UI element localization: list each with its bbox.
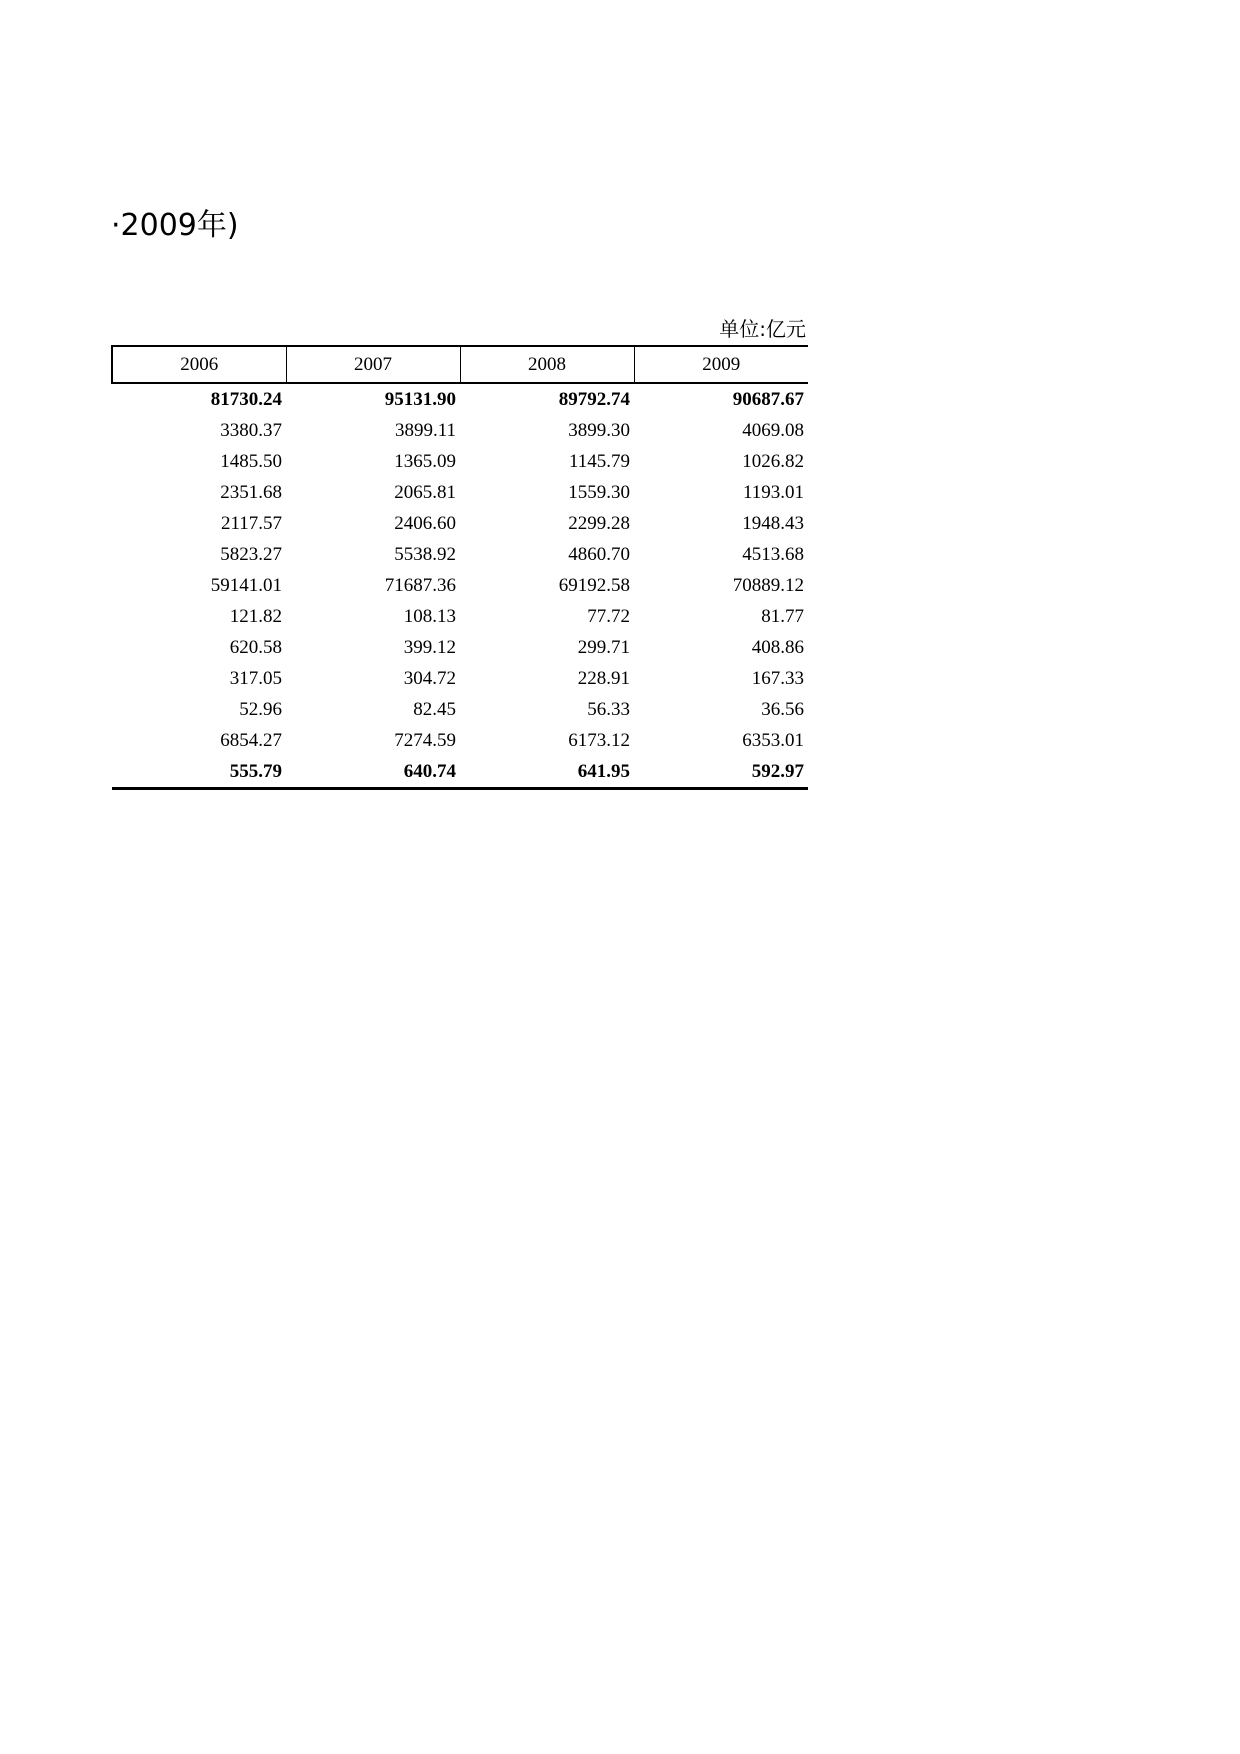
table-cell: 3899.11	[394, 419, 456, 441]
table-cell: 7274.59	[394, 729, 456, 751]
table-cell: 81730.24	[210, 388, 282, 410]
table-cell: 1948.43	[742, 512, 804, 534]
table-cell: 6854.27	[220, 729, 282, 751]
table-cell: 592.97	[634, 756, 808, 789]
table-cell: 555.79	[112, 756, 286, 789]
table-cell: 2351.68	[220, 481, 282, 503]
table-cell: 408.86	[751, 636, 804, 658]
table-cell: 2299.28	[568, 512, 630, 534]
column-header: 2007	[286, 346, 460, 383]
table-cell: 4513.68	[742, 543, 804, 565]
table-row	[112, 570, 808, 601]
table-cell: 3380.37	[220, 419, 282, 441]
table-cell: 4069.08	[742, 419, 804, 441]
table-row	[112, 446, 808, 477]
table-cell: 6173.12	[568, 729, 630, 751]
table-cell: 77.72	[587, 605, 630, 627]
table-cell: 304.72	[403, 667, 456, 689]
table-cell: 620.58	[229, 636, 282, 658]
data-table	[111, 345, 808, 790]
column-header: 2006	[112, 346, 286, 383]
table-cell: 90687.67	[732, 388, 804, 410]
table-cell: 641.95	[460, 756, 634, 789]
table-cell: 1026.82	[742, 450, 804, 472]
table-row	[112, 663, 808, 694]
table-cell: 70889.12	[732, 574, 804, 596]
table-cell: 167.33	[751, 667, 804, 689]
table-cell: 299.71	[577, 636, 630, 658]
table-cell: 89792.74	[558, 388, 630, 410]
column-header: 2008	[460, 346, 634, 383]
unit-label: 单位:亿元	[719, 317, 806, 341]
table-cell: 6353.01	[742, 729, 804, 751]
table-cell: 108.13	[403, 605, 456, 627]
table-row	[112, 601, 808, 632]
table-cell: 5823.27	[220, 543, 282, 565]
table-row	[112, 694, 808, 725]
table-cell: 3899.30	[568, 419, 630, 441]
table-cell: 399.12	[403, 636, 456, 658]
table-cell: 82.45	[413, 698, 456, 720]
table-row	[112, 539, 808, 570]
table-cell: 52.96	[239, 698, 282, 720]
table-row	[112, 415, 808, 446]
table-row	[112, 383, 808, 415]
table-cell: 1559.30	[568, 481, 630, 503]
table-row	[112, 632, 808, 663]
table-header	[112, 346, 808, 383]
table-cell: 2406.60	[394, 512, 456, 534]
table-cell: 69192.58	[558, 574, 630, 596]
table-cell: 2117.57	[220, 512, 282, 534]
table-cell: 59141.01	[210, 574, 282, 596]
table-cell: 121.82	[229, 605, 282, 627]
column-header: 2009	[634, 346, 808, 383]
table-row	[112, 477, 808, 508]
table-cell: 2065.81	[394, 481, 456, 503]
table-cell: 1365.09	[394, 450, 456, 472]
table-body	[112, 383, 808, 789]
table-cell: 1145.79	[568, 450, 630, 472]
table-cell: 81.77	[761, 605, 804, 627]
table-cell: 317.05	[229, 667, 282, 689]
table-cell: 1485.50	[220, 450, 282, 472]
table-row	[112, 508, 808, 539]
table-cell: 4860.70	[568, 543, 630, 565]
table-cell: 5538.92	[394, 543, 456, 565]
table-cell: 1193.01	[742, 481, 804, 503]
table-cell: 56.33	[587, 698, 630, 720]
table-cell: 640.74	[286, 756, 460, 789]
table-row	[112, 725, 808, 756]
table-row	[112, 756, 808, 789]
page-title: ·2009年)	[111, 208, 239, 243]
table-cell: 71687.36	[384, 574, 456, 596]
header-row	[112, 346, 808, 383]
table-cell: 36.56	[761, 698, 804, 720]
table-cell: 228.91	[577, 667, 630, 689]
table-cell: 95131.90	[384, 388, 456, 410]
